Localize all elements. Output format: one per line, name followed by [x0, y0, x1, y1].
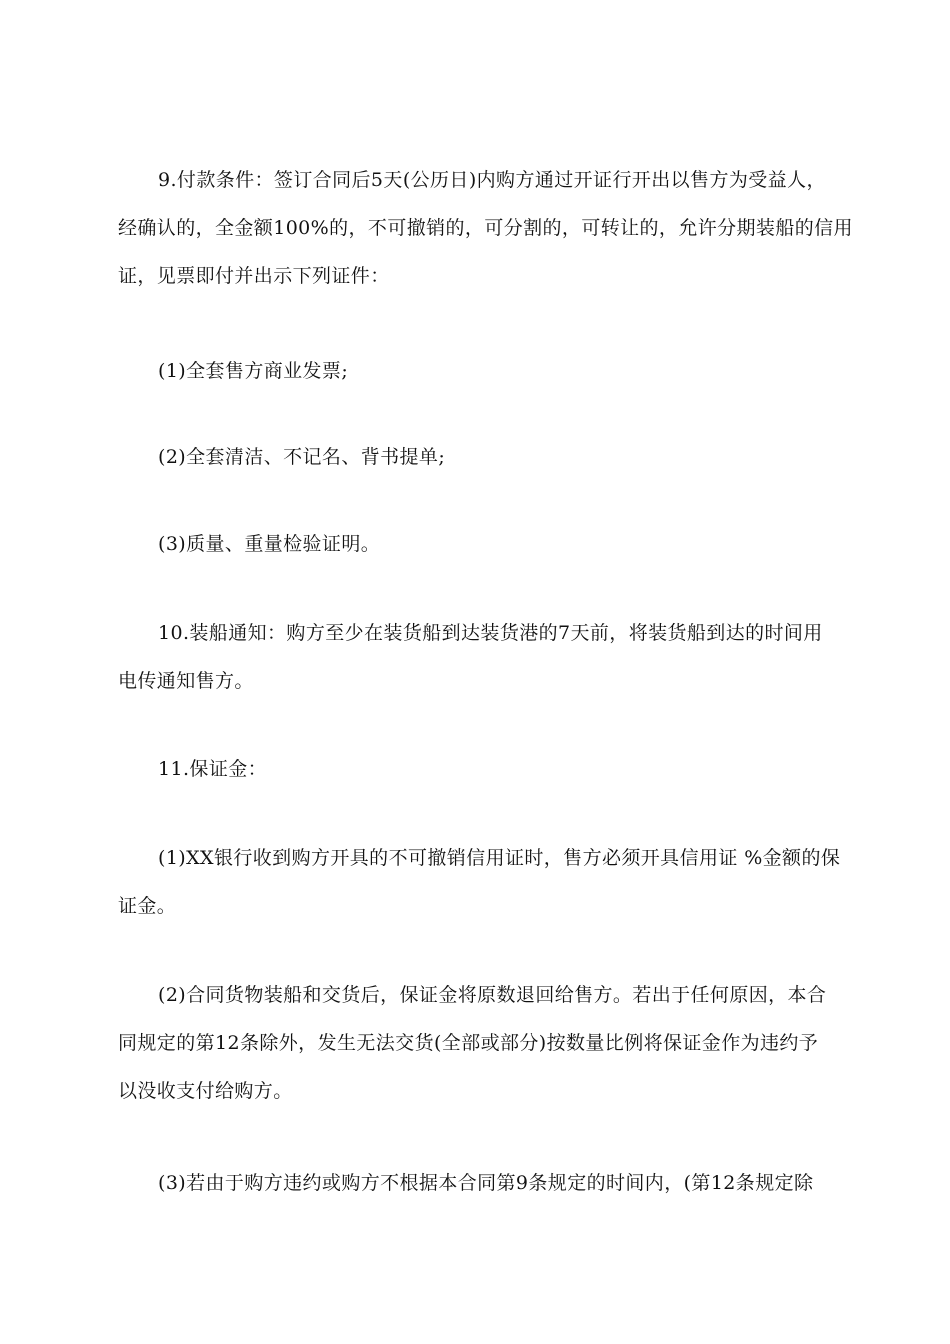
- clause-11-item-1: [118, 834, 841, 930]
- text-line: (1)全套售方商业发票;: [158, 360, 349, 382]
- clause-11-deposit: [118, 745, 838, 793]
- clause-11-item-2: [118, 971, 838, 1115]
- text-line: 以没收支付给购方。: [118, 1080, 293, 1102]
- text-line: (3)若由于购方违约或购方不根据本合同第9条规定的时间内，(第12条规定除: [158, 1172, 814, 1194]
- text-line: (2)合同货物装船和交货后，保证金将原数退回给售方。若出于任何原因，本合: [158, 984, 827, 1006]
- text-line: 9.付款条件：签订合同后5天(公历日)内购方通过开证行开出以售方为受益人，: [158, 169, 826, 191]
- text-line: 同规定的第12条除外，发生无法交货(全部或部分)按数量比例将保证金作为违约予: [118, 1032, 819, 1054]
- text-line: 11.保证金：: [158, 758, 268, 780]
- text-line: 证金。: [118, 895, 177, 917]
- text-line: 证，见票即付并出示下列证件：: [118, 265, 390, 287]
- clause-11-item-3: [118, 1159, 838, 1207]
- clause-10-shipping-notice: [118, 609, 838, 705]
- text-line: 经确认的，全金额100%的，不可撤销的，可分割的，可转让的，允许分期装船的信用: [118, 217, 853, 239]
- text-line: (1)XX银行收到购方开具的不可撤销信用证时，售方必须开具信用证 %金额的保: [158, 847, 841, 869]
- clause-9-item-3: [118, 520, 838, 568]
- clause-9-item-2: [118, 433, 838, 481]
- text-line: 10.装船通知：购方至少在装货船到达装货港的7天前，将装货船到达的时间用: [158, 622, 823, 644]
- clause-9-payment-terms: [118, 156, 853, 300]
- text-line: (3)质量、重量检验证明。: [158, 533, 381, 555]
- text-line: (2)全套清洁、不记名、背书提单;: [158, 446, 446, 468]
- clause-9-item-1: [118, 347, 838, 395]
- text-line: 电传通知售方。: [118, 670, 254, 692]
